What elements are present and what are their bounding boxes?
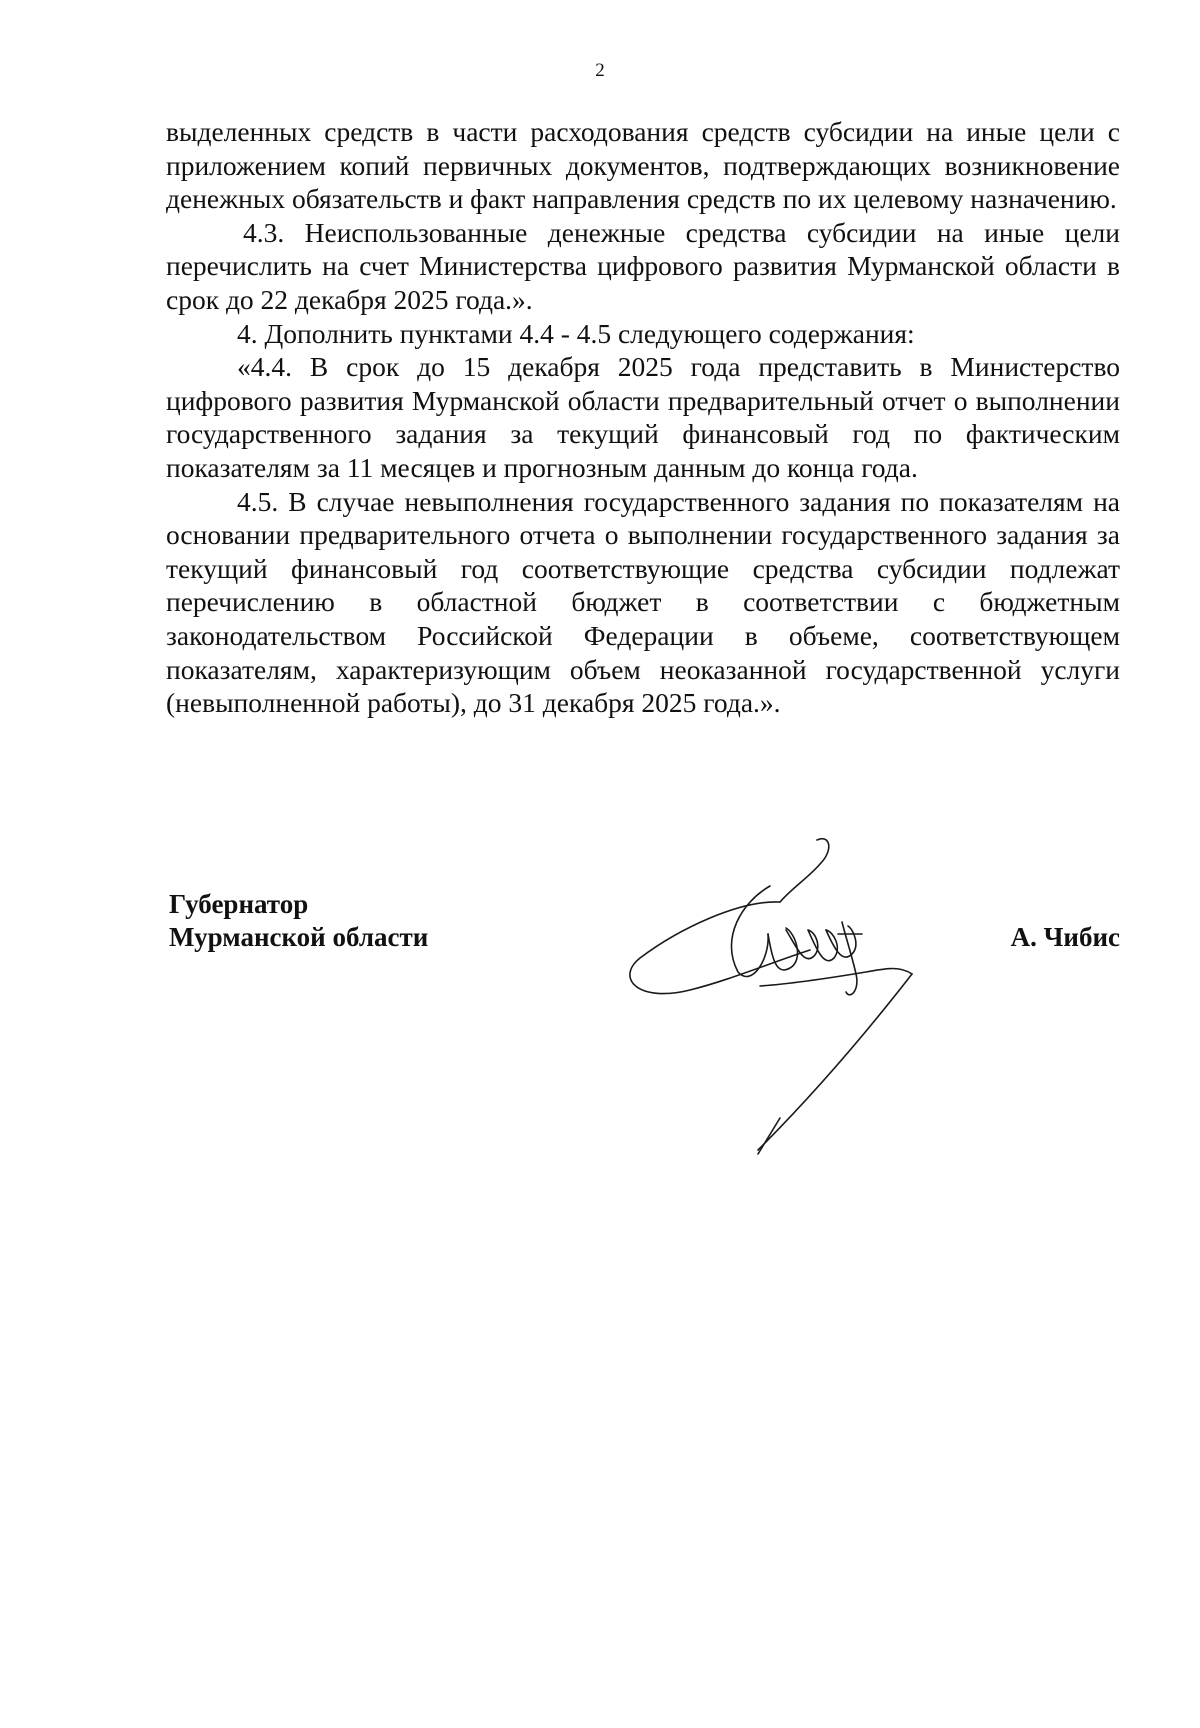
paragraph-continuation: выделенных средств в части расходования средств субсидии на иные цели с приложением копий первичных документов, подтверждающих возникновение денежных обязательств и факт направления средств по их целевому назначению. — [166, 116, 1120, 215]
handwritten-signature-icon — [620, 838, 950, 1168]
signatory-title-line1: Губернатор — [169, 889, 309, 919]
paragraph-4-4: «4.4. В срок до 15 декабря 2025 года представить в Министерство цифрового развития Мурманской области предварительный отчет о выполнении государственного задания за текущий финансовый год по фактическим показателям за 11 месяцев и прогнозным данным до конца года. — [166, 351, 1120, 483]
paragraph-4-5: 4.5. В случае невыполнения государственного задания по показателям на основании предварительного отчета о выполнении государственного задания за текущий финансовый год соответствующие средства субсидии подлежат перечислению в областной бюджет в соответствии с бюджетным законодательством Российской Федерации в объеме, соответствующем показателям, характеризующим объем неоказанной государственной услуги (невыполненной работы), до 31 декабря 2025 года.». — [166, 485, 1120, 719]
paragraph-amendment-4: 4. Дополнить пунктами 4.4 - 4.5 следующего содержания: — [237, 317, 915, 349]
signatory-name: А. Чибис — [1010, 922, 1120, 952]
page-number: 2 — [595, 60, 605, 81]
signatory-title — [169, 888, 428, 954]
signature-block — [0, 888, 1200, 1188]
document-body — [166, 115, 1120, 720]
signatory-title-line2: Мурманской области — [169, 922, 429, 952]
paragraph-4-3: 4.3. Неиспользованные денежные средства субсидии на иные цели перечислить на счет Министерства цифрового развития Мурманской области в срок до 22 декабря 2025 года.». — [166, 216, 1120, 315]
